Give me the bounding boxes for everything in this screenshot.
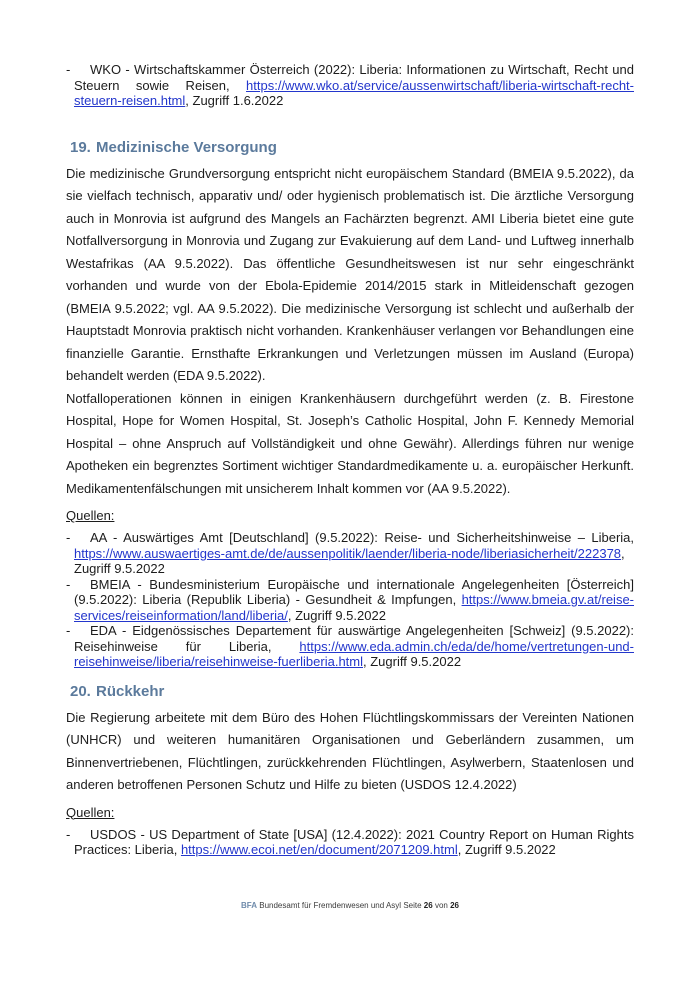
source-item-bmeia	[66, 577, 634, 624]
source-item-eda	[66, 623, 634, 670]
sources-20-label: Quellen:	[66, 804, 115, 820]
source-text: BMEIA - Bundesministerium Europäische und internationale Angelegenheiten [Österreich] (9.5.2022): Liberia (Republik Liberia) - Gesundheit & Impfungen,	[74, 576, 634, 607]
heading-title: Medizinische Versorgung	[96, 138, 277, 156]
footer-brand: BFA	[241, 901, 257, 910]
source-text: AA - Auswärtiges Amt [Deutschland] (9.5.2022): Reise- und Sicherheitshinweise – Liberia,	[90, 530, 634, 545]
dash-marker: -	[66, 62, 71, 77]
source-item-aa	[66, 530, 634, 577]
eda-link[interactable]: https://www.eda.admin.ch/eda/de/home/vertretungen-und-reisehinweise/liberia/reisehinweise-fuerliberia.html	[74, 638, 634, 669]
source-text: EDA - Eidgenössisches Departement für auswärtige Angelegenheiten [Schweiz] (9.5.2022): Reisehinweise für Liberia,	[74, 623, 634, 654]
paragraph-19-2: Notfalloperationen können in einigen Krankenhäusern durchgeführt werden (z. B. Firestone Hospital, Hope for Women Hospital, St. Joseph’s Catholic Hospital, John F. Kennedy Memorial Hospital – ohne Anspruch auf Vollständigkeit und ohne Gewähr). Allerdings führen nur wenige Apotheken ein begrenztes Sortiment wichtiger Standardmedikamente u. a. europäischer Herkunft. Medikamentenfälschungen mit unsicherem Inhalt kommen vor (AA 9.5.2022).	[66, 390, 634, 496]
footer-of-label: von	[434, 901, 448, 910]
sources-19-label: Quellen:	[66, 508, 115, 523]
wko-link[interactable]: https://www.wko.at/service/aussenwirtschaft/liberia-wirtschaft-recht-steuern-reisen.html	[74, 77, 634, 108]
dash-marker: -	[66, 623, 71, 638]
footer-page-number: 26	[423, 901, 433, 910]
heading-title: Rückkehr	[96, 682, 165, 700]
heading-number: 20.	[70, 682, 91, 700]
footer-page-total: 26	[450, 901, 459, 910]
footer-org: Bundesamt für Fremdenwesen und Asyl	[259, 901, 402, 910]
source-text: , Zugriff 9.5.2022	[457, 842, 556, 857]
section-20-heading	[66, 683, 634, 701]
aa-link[interactable]: https://www.auswaertiges-amt.de/de/aussenpolitik/laender/liberia-node/liberiasicherheit/222378	[74, 545, 622, 561]
paragraph-19-1: Die medizinische Grundversorgung entspricht nicht europäischem Standard (BMEIA 9.5.2022), da sie vielfach technisch, apparativ und/ oder hygienisch problematisch ist. Die ärztliche Versorgung auch in Monrovia ist aufgrund des Mangels an Fachärzten begrenzt. AMI Liberia bietet eine gute Notfallversorgung in Monrovia und Zugang zur Evakuierung auf dem Land- und Luftweg innerhalb Westafrikas (AA 9.5.2022). Das öffentliche Gesundheitswesen ist nur sehr eingeschränkt vorhanden und wurde von der Ebola-Epidemie 2014/2015 stark in Mitleidenschaft gezogen (BMEIA 9.5.2022; vgl. AA 9.5.2022). Die medizinische Versorgung ist schlecht und außerhalb der Hauptstadt Monrovia praktisch nicht vorhanden. Krankenhäuser verlangen vor Behandlungen eine finanzielle Garantie. Ernsthafte Erkrankungen und Verletzungen müssen im Ausland (Europa) behandelt werden (EDA 9.5.2022).	[66, 165, 634, 383]
footer-page-label: Seite	[403, 901, 422, 910]
source-item-usdos	[66, 827, 634, 858]
usdos-link[interactable]: https://www.ecoi.net/en/document/2071209.html	[180, 842, 458, 857]
source-text: WKO - Wirtschaftskammer Österreich (2022): Liberia: Informationen zu Wirtschaft, Recht und Steuern sowie Reisen,	[74, 62, 634, 93]
source-text: , Zugriff 9.5.2022	[74, 545, 625, 576]
source-text: , Zugriff 9.5.2022	[363, 654, 462, 669]
source-text: , Zugriff 1.6.2022	[185, 93, 284, 108]
page-footer	[0, 901, 700, 911]
dash-marker: -	[66, 826, 71, 842]
paragraph-20-1: Die Regierung arbeitete mit dem Büro des Hohen Flüchtlingskommissars der Vereinten Nationen (UNHCR) und weiteren humanitären Organisationen und Geberländern zusammen, um Binnenvertriebenen, Flüchtlingen, zurückkehrenden Flüchtlingen, Asylwerbern, Staatenlosen und anderen betroffenen Personen Schutz und Hilfe zu bieten (USDOS 12.4.2022)	[66, 709, 634, 792]
bmeia-link[interactable]: https://www.bmeia.gv.at/reise-services/reiseinformation/land/liberia/	[74, 592, 634, 623]
source-item-wko	[66, 62, 634, 109]
source-text: , Zugriff 9.5.2022	[287, 607, 386, 623]
section-19-heading	[66, 139, 634, 157]
heading-number: 19.	[70, 138, 91, 156]
dash-marker: -	[66, 576, 71, 592]
source-text: USDOS - US Department of State [USA] (12.4.2022): 2021 Country Report on Human Rights Practices: Liberia,	[74, 826, 634, 857]
dash-marker: -	[66, 530, 71, 545]
